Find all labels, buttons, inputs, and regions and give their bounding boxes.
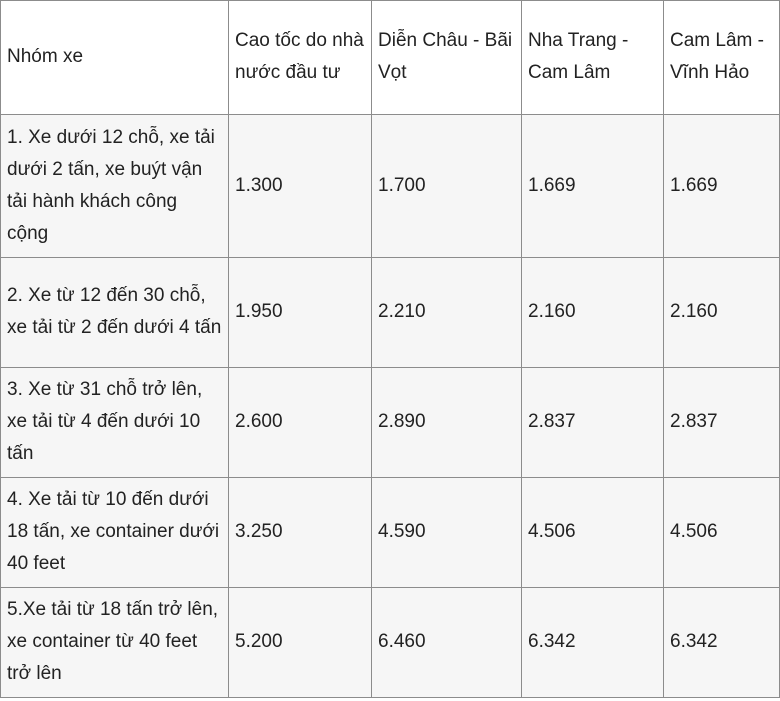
fare-cell: 6.460 <box>372 588 522 698</box>
fare-cell: 6.342 <box>522 588 664 698</box>
fare-cell: 4.590 <box>372 478 522 588</box>
header-dien-chau-bai-vot: Diễn Châu - Bãi Vọt <box>372 1 522 115</box>
table-header-row <box>1 1 780 115</box>
vehicle-group-cell: 3. Xe từ 31 chỗ trở lên, xe tải từ 4 đến dưới 10 tấn <box>1 368 229 478</box>
vehicle-group-cell: 1. Xe dưới 12 chỗ, xe tải dưới 2 tấn, xe buýt vận tải hành khách công cộng <box>1 115 229 258</box>
fare-cell: 6.342 <box>664 588 780 698</box>
fare-cell: 2.160 <box>664 258 780 368</box>
fare-cell: 2.160 <box>522 258 664 368</box>
fare-cell: 2.890 <box>372 368 522 478</box>
vehicle-group-cell: 2. Xe từ 12 đến 30 chỗ, xe tải từ 2 đến dưới 4 tấn <box>1 258 229 368</box>
table-row <box>1 115 780 258</box>
header-vehicle-group: Nhóm xe <box>1 1 229 115</box>
fare-cell: 1.950 <box>229 258 372 368</box>
vehicle-group-cell: 4. Xe tải từ 10 đến dưới 18 tấn, xe container dưới 40 feet <box>1 478 229 588</box>
fare-cell: 1.669 <box>664 115 780 258</box>
table-row <box>1 588 780 698</box>
fare-cell: 3.250 <box>229 478 372 588</box>
fare-cell: 2.600 <box>229 368 372 478</box>
fare-cell: 2.210 <box>372 258 522 368</box>
fare-cell: 2.837 <box>522 368 664 478</box>
header-cam-lam-vinh-hao: Cam Lâm - Vĩnh Hảo <box>664 1 780 115</box>
vehicle-group-cell: 5.Xe tải từ 18 tấn trở lên, xe container từ 40 feet trở lên <box>1 588 229 698</box>
table-row <box>1 478 780 588</box>
table-row <box>1 368 780 478</box>
table-row <box>1 258 780 368</box>
fare-cell: 5.200 <box>229 588 372 698</box>
header-nha-trang-cam-lam: Nha Trang - Cam Lâm <box>522 1 664 115</box>
fare-cell: 4.506 <box>522 478 664 588</box>
header-state-expressway: Cao tốc do nhà nước đầu tư <box>229 1 372 115</box>
fare-cell: 1.700 <box>372 115 522 258</box>
fare-cell: 1.669 <box>522 115 664 258</box>
fare-cell: 1.300 <box>229 115 372 258</box>
fare-cell: 2.837 <box>664 368 780 478</box>
fare-cell: 4.506 <box>664 478 780 588</box>
